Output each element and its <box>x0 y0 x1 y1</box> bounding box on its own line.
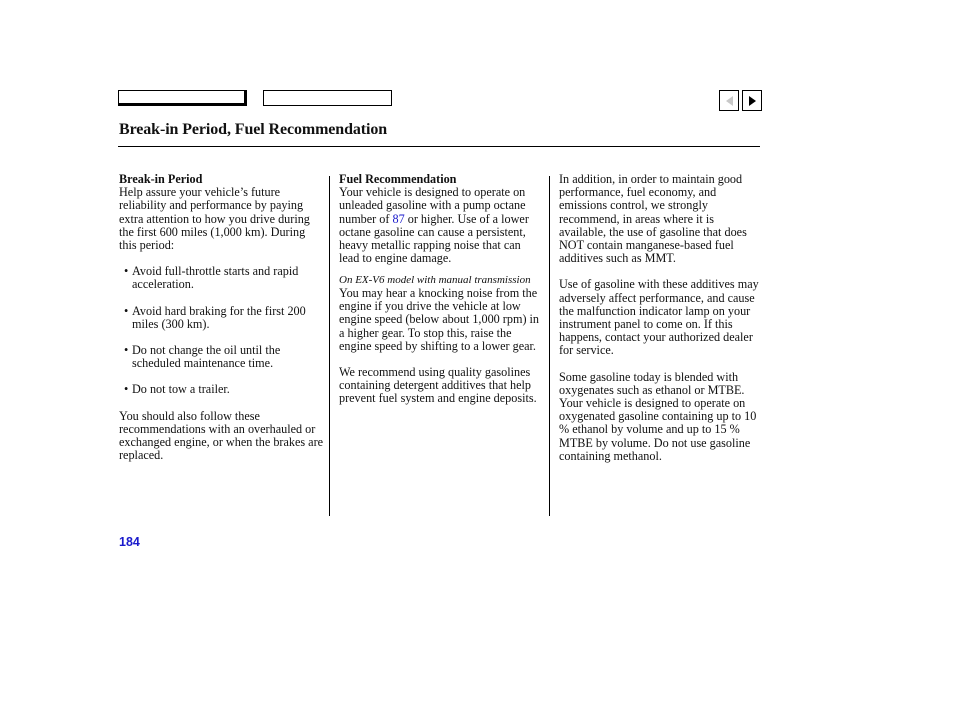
page-number: 184 <box>119 535 140 549</box>
fuel-paragraph-1 <box>339 186 544 265</box>
fuel-text: or higher. Use of a lower octane gasoline can cause a persistent, heavy metallic rapping noise that can lead to engine damage. <box>339 211 529 266</box>
fuel-text: Your vehicle is designed to operate on unleaded gasoline with a pump octane number of <box>339 185 526 226</box>
additives-paragraph-3: Some gasoline today is blended with oxygenates such as ethanol or MTBE. Your vehicle is designed to operate on oxygenated gasoline containing up to 10 % ethanol by volume and up to 15 % MTBE by volume. Do not use gasoline containing methanol. <box>559 369 757 463</box>
page-title: Break-in Period, Fuel Recommendation <box>119 121 388 138</box>
bullet-item <box>119 344 324 370</box>
bullet-icon: • <box>124 382 129 397</box>
nav-tab-button-1[interactable] <box>118 90 247 106</box>
prev-page-button[interactable] <box>719 90 739 111</box>
nav-tab-button-2[interactable] <box>263 90 392 106</box>
column-fuel-recommendation <box>339 173 544 406</box>
bullet-icon: • <box>124 264 129 279</box>
bullet-text: Avoid full-throttle starts and rapid acceleration. <box>132 264 299 292</box>
bullet-text: Do not tow a trailer. <box>132 382 230 397</box>
fuel-paragraph-2: You may hear a knocking noise from the engine if you drive the vehicle at low engine speed (below about 1,000 rpm) in a higher gear. To stop this, raise the engine speed by shifting to a lower gear. <box>339 285 540 353</box>
additives-paragraph-2: Use of gasoline with these additives may adversely affect performance, and cause the malfunction indicator lamp on your instrument panel to come on. If this happens, contact your authorized dealer for service. <box>559 277 759 358</box>
column-fuel-additives <box>559 173 759 463</box>
bullet-text: Do not change the oil until the scheduled maintenance time. <box>132 343 281 371</box>
bullet-icon: • <box>124 343 129 358</box>
bullet-text: Avoid hard braking for the first 200 miles (300 km). <box>132 303 306 331</box>
fuel-paragraph-3: We recommend using quality gasolines containing detergent additives that help prevent fuel system and engine deposits. <box>339 364 537 406</box>
additives-paragraph-1: In addition, in order to maintain good performance, fuel economy, and emissions control, we strongly recommend, in areas where it is available, the use of gasoline that does NOT contain manganese-based fuel additives such as MMT. <box>559 172 747 266</box>
bullet-icon: • <box>124 303 129 318</box>
bullet-item <box>119 265 324 291</box>
bullet-item <box>119 305 324 331</box>
octane-page-link[interactable]: 87 <box>392 211 405 226</box>
bullet-item <box>119 383 324 396</box>
section-heading-break-in: Break-in Period <box>119 172 203 186</box>
arrow-left-icon <box>726 96 733 106</box>
break-in-outro: You should also follow these recommendations with an overhauled or exchanged engine, or when the brakes are replaced. <box>119 408 324 463</box>
next-page-button[interactable] <box>742 90 762 111</box>
break-in-intro: Help assure your vehicle’s future reliability and performance by paying extra attention to how you drive during the first 600 miles (1,000 km). During this period: <box>119 185 310 253</box>
column-break-in <box>119 173 324 462</box>
model-note: On EX-V6 model with manual transmission <box>339 274 531 287</box>
title-divider <box>118 146 760 147</box>
column-divider-1 <box>329 176 330 516</box>
arrow-right-icon <box>749 96 756 106</box>
column-divider-2 <box>549 176 550 516</box>
section-heading-fuel: Fuel Recommendation <box>339 172 457 186</box>
